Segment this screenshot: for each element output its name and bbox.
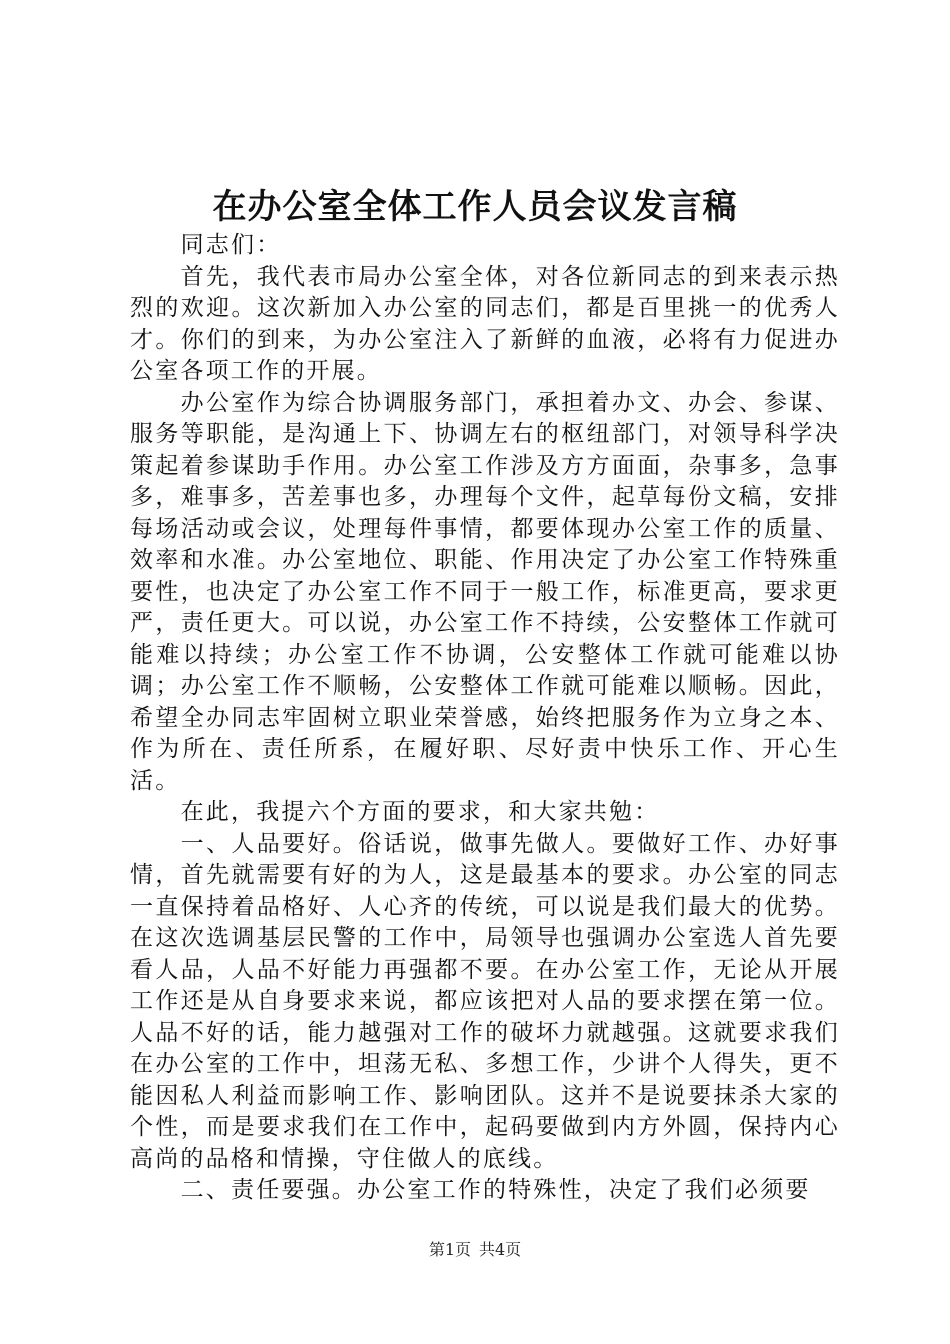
office-role-paragraph: 办公室作为综合协调服务部门，承担着办文、办会、参谋、服务等职能，是沟通上下、协调左右的枢纽部门，对领导科学决策起着参谋助手作用。办公室工作涉及方方面面，杂事多，急事多，难事多，苦差事也多，办理每个文件，起草每份文稿，安排每场活动或会议，处理每件事情，都要体现办公室工作的质量、效率和水准。办公室地位、职能、作用决定了办公室工作特殊重要性，也决定了办公室工作不同于一般工作，标准更高，要求更严，责任更大。可以说，办公室工作不持续，公安整体工作就可能难以持续；办公室工作不协调，公安整体工作就可能难以协调；办公室工作不顺畅，公安整体工作就可能难以顺畅。因此，希望全办同志牢固树立职业荣誉感，始终把服务作为立身之本、作为所在、责任所系，在履好职、尽好责中快乐工作、开心生活。 <box>130 389 840 794</box>
page-footer <box>0 1238 950 1262</box>
salutation-paragraph: 同志们： <box>180 232 282 258</box>
requirement-one-paragraph: 一、人品要好。俗话说，做事先做人。要做好工作、办好事情，首先就需要有好的为人，这是最基本的要求。办公室的同志一直保持着品格好、人心齐的传统，可以说是我们最大的优势。在这次选调基层民警的工作中，局领导也强调办公室选人首先要看人品，人品不好能力再强都不要。在办公室工作，无论从开展工作还是从自身要求来说，都应该把对人品的要求摆在第一位。人品不好的话，能力越强对工作的破坏力就越强。这就要求我们在办公室的工作中，坦荡无私、多想工作，少讲个人得失，更不能因私人利益而影响工作、影响团队。这并不是说要抹杀大家的个性，而是要求我们在工作中，起码要做到内方外圆，保持内心高尚的品格和情操，守住做人的底线。 <box>130 830 840 1172</box>
welcome-paragraph: 首先，我代表市局办公室全体，对各位新同志的到来表示热烈的欢迎。这次新加入办公室的同志们，都是百里挑一的优秀人才。你们的到来，为办公室注入了新鲜的血液，必将有力促进办公室各项工作的开展。 <box>130 263 840 384</box>
page-total: 共4页 <box>479 1240 522 1259</box>
requirement-two-paragraph: 二、责任要强。办公室工作的特殊性，决定了我们必须要 <box>180 1177 811 1203</box>
document-body <box>130 230 840 1207</box>
requirements-intro-paragraph: 在此，我提六个方面的要求，和大家共勉： <box>180 799 660 825</box>
page-number: 第1页 <box>428 1240 471 1259</box>
document-title: 在办公室全体工作人员会议发言稿 <box>212 187 738 227</box>
